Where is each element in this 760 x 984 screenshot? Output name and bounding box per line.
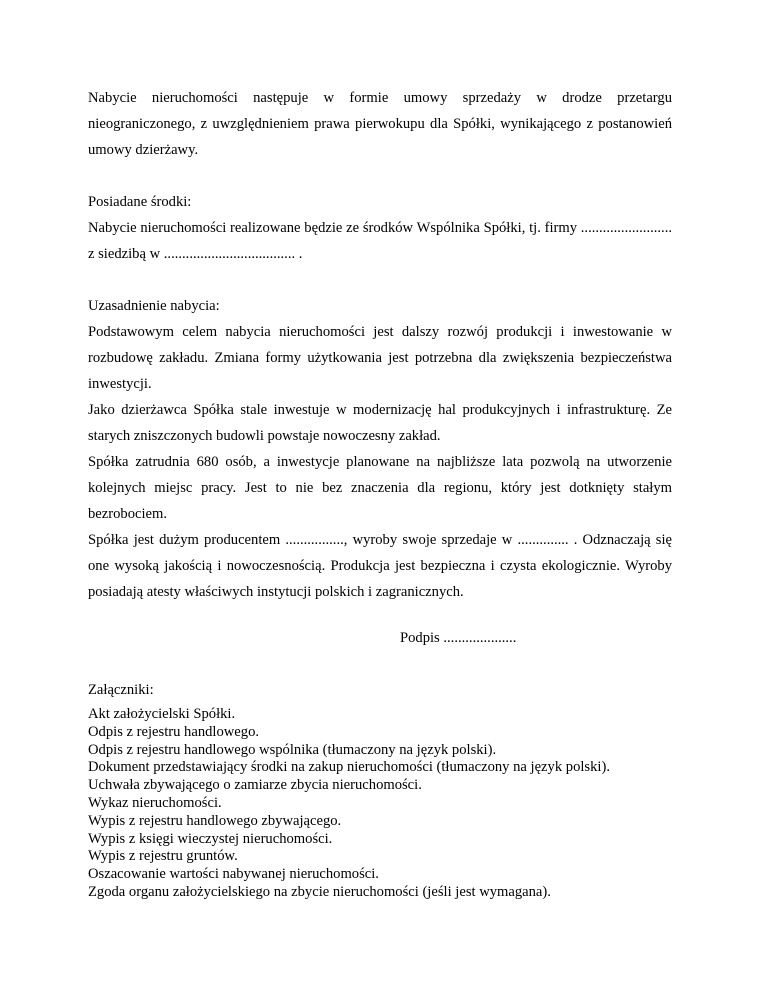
attachment-item: Uchwała zbywającego o zamiarze zbycia nieruchomości. bbox=[88, 777, 422, 794]
spacer bbox=[88, 267, 672, 293]
attachment-item: Wykaz nieruchomości. bbox=[88, 794, 222, 811]
signature-line: Podpis .................... bbox=[400, 630, 517, 646]
justification-paragraph-3: Spółka zatrudnia 680 osób, a inwestycje planowane na najbliższe lata pozwolą na utworzenie kolejnych miejsc pracy. Jest to nie bez znaczenia dla regionu, który jest dotknięty stałym bezrobociem. bbox=[88, 454, 672, 522]
attachment-item: Zgoda organu założycielskiego na zbycie nieruchomości (jeśli jest wymagana). bbox=[88, 883, 551, 900]
attachment-item: Wypis z rejestru gruntów. bbox=[88, 848, 238, 865]
attachment-item: Akt założycielski Spółki. bbox=[88, 706, 236, 722]
justification-paragraph-2: Jako dzierżawca Spółka stale inwestuje w modernizację hal produkcyjnych i infrastrukturę. Ze starych zniszczonych budowli powstaje nowoczesny zakład. bbox=[88, 402, 672, 444]
funds-paragraph: Nabycie nieruchomości realizowane będzie ze środków Wspólnika Spółki, tj. firmy ......................... z siedzibą w .................................... . bbox=[88, 220, 672, 262]
funds-heading: Posiadane środki: bbox=[88, 194, 192, 210]
justification-paragraph-1: Podstawowym celem nabycia nieruchomości jest dalszy rozwój produkcji i inwestowanie w rozbudowę zakładu. Zmiana formy użytkowania jest potrzebna dla zwiększenia bezpieczeństwa inwestycji. bbox=[88, 324, 672, 392]
justification-paragraph-4: Spółka jest dużym producentem ................, wyroby swoje sprzedaje w .............. . Odznaczają się one wysoką jakością i nowoczesnością. Produkcja jest bezpieczna i czysta ekologicznie. Wyroby posiadają atesty właściwych instytucji polskich i zagranicznych. bbox=[88, 532, 672, 600]
attachment-item: Odpis z rejestru handlowego wspólnika (tłumaczony na język polski). bbox=[88, 741, 497, 758]
attachments-heading: Załączniki: bbox=[88, 682, 154, 698]
document-body bbox=[88, 85, 672, 605]
attachment-item: Oszacowanie wartości nabywanej nieruchomości. bbox=[88, 866, 379, 883]
attachment-item: Dokument przedstawiający środki na zakup nieruchomości (tłumaczony na język polski). bbox=[88, 759, 610, 776]
attachment-item: Odpis z rejestru handlowego. bbox=[88, 723, 260, 740]
spacer bbox=[88, 163, 672, 189]
justification-heading: Uzasadnienie nabycia: bbox=[88, 298, 220, 314]
attachment-item: Wypis z księgi wieczystej nieruchomości. bbox=[88, 830, 333, 847]
intro-paragraph: Nabycie nieruchomości następuje w formie umowy sprzedaży w drodze przetargu nieograniczonego, z uwzględnieniem prawa pierwokupu dla Spółki, wynikającego z postanowień umowy dzierżawy. bbox=[88, 90, 672, 158]
attachments-list bbox=[88, 706, 610, 902]
attachment-item: Wypis z rejestru handlowego zbywającego. bbox=[88, 812, 342, 829]
